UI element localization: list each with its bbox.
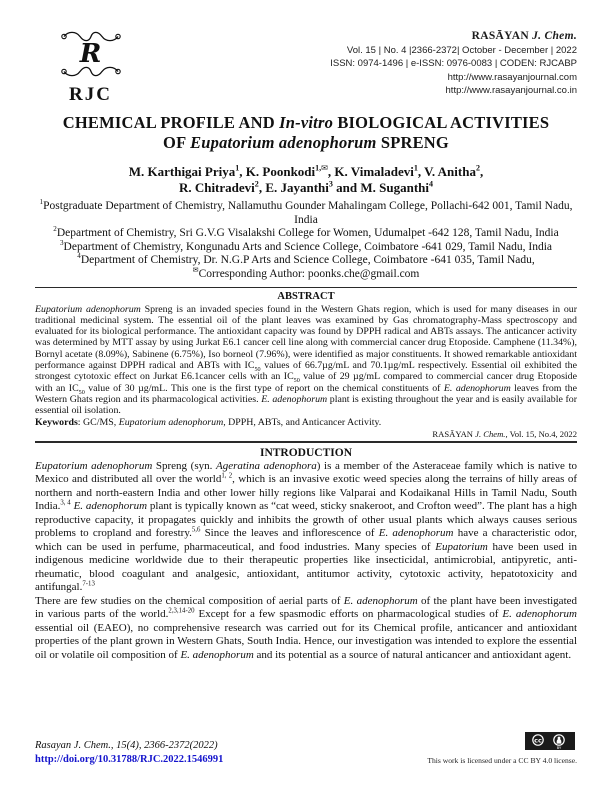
- svg-text:BY: BY: [556, 746, 562, 750]
- paper-title-line2: OF Eupatorium adenophorum SPRENG: [163, 133, 449, 152]
- logo-acronym: RJC: [69, 84, 112, 105]
- introduction-heading: INTRODUCTION: [259, 446, 352, 459]
- abstract-bottom-rule: [35, 441, 577, 443]
- doi-link[interactable]: http://doi.org/10.31788/RJC.2022.1546991: [35, 753, 224, 765]
- journal-name: RASĀYAN J. Chem.: [471, 30, 577, 42]
- svg-text:cc: cc: [534, 736, 542, 745]
- license-text: This work is licensed under a CC BY 4.0 license.: [427, 756, 577, 765]
- journal-logo: [35, 30, 138, 106]
- page-header: [35, 30, 577, 106]
- author-line-2: R. Chitradevi$^2$, E. Jayanthi$^3$ and M. Suganthi$^4$: [178, 179, 434, 195]
- journal-info-block: [138, 30, 577, 98]
- journal-url-coin[interactable]: http://www.rasayanjournal.co.in: [445, 85, 577, 96]
- logo-monogram: R: [79, 39, 102, 69]
- issue-line: Vol. 15 | No. 4 |2366-2372| October - December | 2022: [346, 44, 577, 56]
- footer-citation-block: [35, 739, 223, 766]
- corresponding-author-line[interactable]: ✉Corresponding Author: poonks.che@gmail.com: [192, 266, 420, 280]
- affiliation-2: $^2$Department of Chemistry, Sri G.V.G Visalakshi College for Women, Udumalpet -642 128, Tamil Nadu, India: [53, 225, 559, 240]
- issn-line: ISSN: 0974-1496 | e-ISSN: 0976-0083 | CODEN: RJCABP: [330, 58, 577, 69]
- paper-title-line1: CHEMICAL PROFILE AND In-vitro BIOLOGICAL ACTIVITIES: [62, 113, 550, 132]
- affiliation-1: $^1$Postgraduate Department of Chemistry, Nallamuthu Gounder Mahalingam College, Pollachi-642 001, Tamil Nadu, India: [39, 198, 573, 226]
- abstract-top-rule: [35, 287, 577, 288]
- cc-by-badge-icon[interactable]: [525, 732, 575, 750]
- affiliation-list: [35, 200, 577, 282]
- keywords-line: Keywords: GC/MS, Eupatorium adenophorum, DPPH, ABTs, and Anticancer Activity.: [35, 416, 382, 428]
- journal-ref-line: RASĀYAN J. Chem., Vol. 15, No.4, 2022: [432, 428, 577, 439]
- abstract-body: Eupatorium adenophorum Spreng is an invaded species found in the Western Ghats region, which is used for many diseases in our traditional medicinal system. The essential oil of the plant leaves was examined by Gas chromatography-Mass spectroscopy and evaluated for its biological performance. The antioxidant capacity was found by DPPH radical and ABTs assays. The anticancer activity was determined by MTT assay by using Jurkat E6.1 cancer cell line along with commercial cancer drug Etoposide. Camphene (11.34%), Bornyl acetate (8.09%), Sabinene (6.75%), Iso borneol (7.96%), were identified as major constituents. It showed remarkable antioxidant performance against DPPH radical and ABTs with $IC_{50}$ values of 66.7µg/mL and 70.1µg/mL respectively. Essential oil exhibited the strongest cytotoxic effect on Jurkat E6.1cancer cells with an $IC_{50}$ value of 29 µg/mL compared to commercial cancer drug Etoposide with an $IC_{50}$ value of 30 µg/mL. This one is the first type of report on the chemical constituents of E. adenophorum leaves from the Western Ghats region and its pharmacological activities. E. adenophorum plant is existing throughout the year and is easily available for essential oil isolation.: [35, 303, 577, 417]
- affiliation-4: $^4$Department of Chemistry, Dr. N.G.P Arts and Science College, Coimbatore -641 035, Tamil Nadu,: [77, 252, 535, 267]
- paper-title: [35, 113, 577, 153]
- affiliation-3: $^3$Department of Chemistry, Kongunadu Arts and Science College, Coimbatore -641 029, Tamil Nadu, India: [59, 238, 553, 253]
- page-footer: [35, 732, 577, 766]
- license-block: [427, 732, 577, 766]
- introduction-paragraph-1: Eupatorium adenophorum Spreng (syn. Ageratina adenophora) is a member of the Asteraceae family which is native to Mexico and distributed all over the world$^{1, 2}$, which is an invasive exotic weed species along the terrains of hilly areas of northern and north-eastern India and other lower hilly regions like Valparai and Kodaikanal Hills in Tamil Nadu, South India.$^{3, 4}$ E. adenophorum plant is typically known as “cat weed, sticky snakeroot, and Crofton weed”. The plant has a high reproductive capacity, it propagates quickly and inhibits the growth of other usual plants which always causes serious problems to cropland and forestry.$^{5,6}$ Since the leaves and inflorescence of E. adenophorum have a characteristic odor, which can be used in perfume, pharmaceutical, and food industries. Many species of Eupatorium have been used in indigenous medicine worldwide due to their therapeutic properties like insecticidal, antimicrobial, antipyretic, anti-rheumatic, blood coagulant and analgesic, antioxidant, antitumor activity, cytotoxic activity, hepatotoxicity and antifungal.$^{7-13}$: [35, 459, 578, 594]
- introduction-paragraph-2: There are few studies on the chemical composition of aerial parts of E. adenophorum of the plant have been investigated in various parts of the world.$^{2,3,14-20}$ Except for a few spasmodic efforts on pharmacological studies of E. adenophorum essential oil (EAEO), no comprehensive research was carried out for its Chemical profile, anticancer and antioxidant properties of the plant grown in Western Ghats, South India. Hence, our investigation was intended to explore the essential oil or volatile oil composition of E. adenophorum and its potential as a source of natural anticancer and antioxidant agent.: [35, 594, 578, 661]
- footer-citation: Rasayan J. Chem., 15(4), 2366-2372(2022): [35, 740, 218, 751]
- author-list: [35, 164, 577, 196]
- journal-url-com[interactable]: http://www.rasayanjournal.com: [447, 71, 577, 83]
- abstract-heading: ABSTRACT: [277, 290, 335, 302]
- author-line-1: M. Karthigai Priya$^1$, K. Poonkodi$^{1,✉}$, K. Vimaladevi$^1$, V. Anitha$^2$,: [128, 163, 484, 179]
